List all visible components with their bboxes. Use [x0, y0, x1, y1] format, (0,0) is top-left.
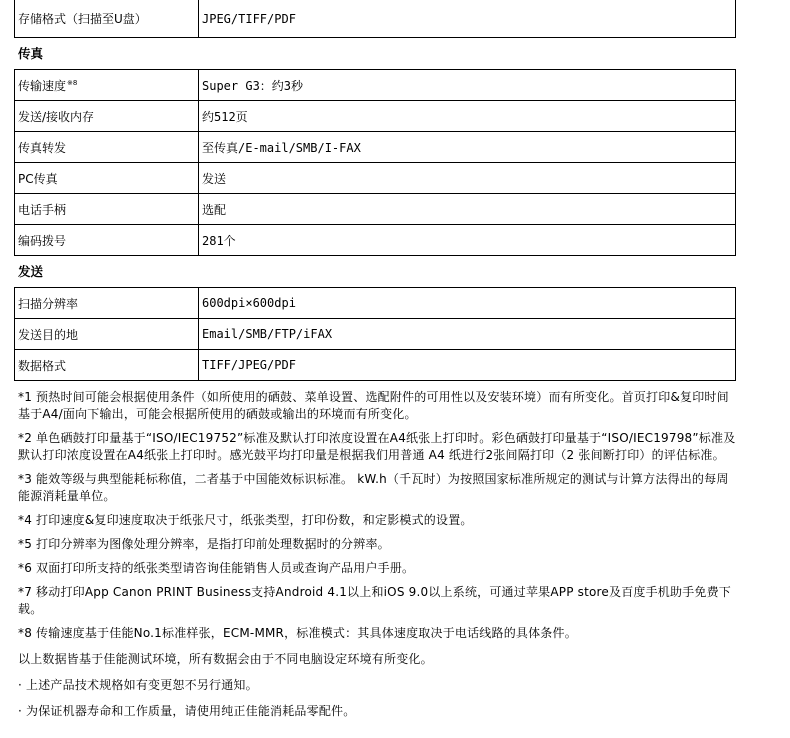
spec-label: 存储格式（扫描至U盘）	[15, 0, 199, 38]
section-heading-fax: 传真	[18, 46, 44, 61]
spec-value: 发送	[199, 163, 736, 194]
footnote: *7 移动打印App Canon PRINT Business支持Android 4.1以上和iOS 9.0以上系统，可通过苹果APP store及百度手机助手免费下载。	[18, 585, 731, 616]
spec-value: Email/SMB/FTP/iFAX	[199, 319, 736, 350]
footnote: *1 预热时间可能会根据使用条件（如所使用的硒鼓、菜单设置、选配附件的可用性以及安装环境）而有所变化。首页打印&复印时间基于A4/面向下输出，可能会根据所使用的硒鼓或输出的环境而有所变化。	[18, 390, 729, 421]
footnote: *8 传输速度基于佳能No.1标准样张，ECM-MMR，标准模式：其具体速度取决于电话线路的具体条件。	[18, 626, 577, 640]
table-row	[15, 0, 736, 38]
spec-label: 扫描分辨率	[15, 288, 199, 319]
spec-label-text: 传输速度	[18, 78, 67, 93]
spec-sheet	[14, 0, 736, 727]
footnote: *6 双面打印所支持的纸张类型请咨询佳能销售人员或查询产品用户手册。	[18, 561, 415, 575]
spec-value: 约512页	[199, 101, 736, 132]
footnote: *4 打印速度&复印速度取决于纸张尺寸，纸张类型，打印份数，和定影模式的设置。	[18, 513, 473, 527]
table-row	[15, 288, 736, 319]
bullet-note: · 为保证机器寿命和工作质量，请使用纯正佳能消耗品零配件。	[18, 704, 356, 718]
footnote: *5 打印分辨率为图像处理分辨率，是指打印前处理数据时的分辨率。	[18, 537, 390, 551]
spec-label: 发送/接收内存	[15, 101, 199, 132]
spec-label: 数据格式	[15, 350, 199, 381]
spec-value: TIFF/JPEG/PDF	[199, 350, 736, 381]
spec-value: 至传真/E-mail/SMB/I-FAX	[199, 132, 736, 163]
table-row	[15, 225, 736, 256]
table-row	[15, 319, 736, 350]
footnote: *2 单色硒鼓打印量基于“ISO/IEC19752”标准及默认打印浓度设置在A4纸张上打印时。彩色硒鼓打印量基于“ISO/IEC19798”标准及默认打印浓度设置在A4纸张上打印时。感光鼓平均打印量是根据我们用普通 A4 纸进行2张间隔打印（2 张间断打印）的评估标准。	[18, 431, 736, 462]
spec-label: 传真转发	[15, 132, 199, 163]
spec-label: PC传真	[15, 163, 199, 194]
spec-value: 281个	[199, 225, 736, 256]
spec-label: 电话手柄	[15, 194, 199, 225]
footnote: *3 能效等级与典型能耗标称值，二者基于中国能效标识标准。 kW.h（千瓦时）为按照国家标准所规定的测试与计算方法得出的每周能源消耗量单位。	[18, 472, 729, 503]
table-row	[15, 350, 736, 381]
table-row	[15, 163, 736, 194]
spec-value: JPEG/TIFF/PDF	[199, 0, 736, 38]
bullet-note: · 上述产品技术规格如有变更恕不另行通知。	[18, 678, 258, 692]
disclaimer: 以上数据皆基于佳能测试环境，所有数据会由于不同电脑设定环境有所变化。	[18, 652, 433, 666]
table-row	[15, 194, 736, 225]
footnote-ref: ※8	[67, 78, 78, 87]
spec-label: 发送目的地	[15, 319, 199, 350]
table-row	[15, 101, 736, 132]
spec-value: 600dpi×600dpi	[199, 288, 736, 319]
table-row	[15, 132, 736, 163]
section-heading-send: 发送	[18, 264, 44, 279]
send-table	[14, 287, 736, 381]
fax-table	[14, 69, 736, 256]
table-row	[15, 70, 736, 101]
storage-table	[14, 0, 736, 38]
spec-label: 编码拨号	[15, 225, 199, 256]
spec-value: Super G3：约3秒	[199, 70, 736, 101]
spec-label	[15, 70, 199, 101]
spec-value: 选配	[199, 194, 736, 225]
footnotes	[14, 389, 736, 720]
